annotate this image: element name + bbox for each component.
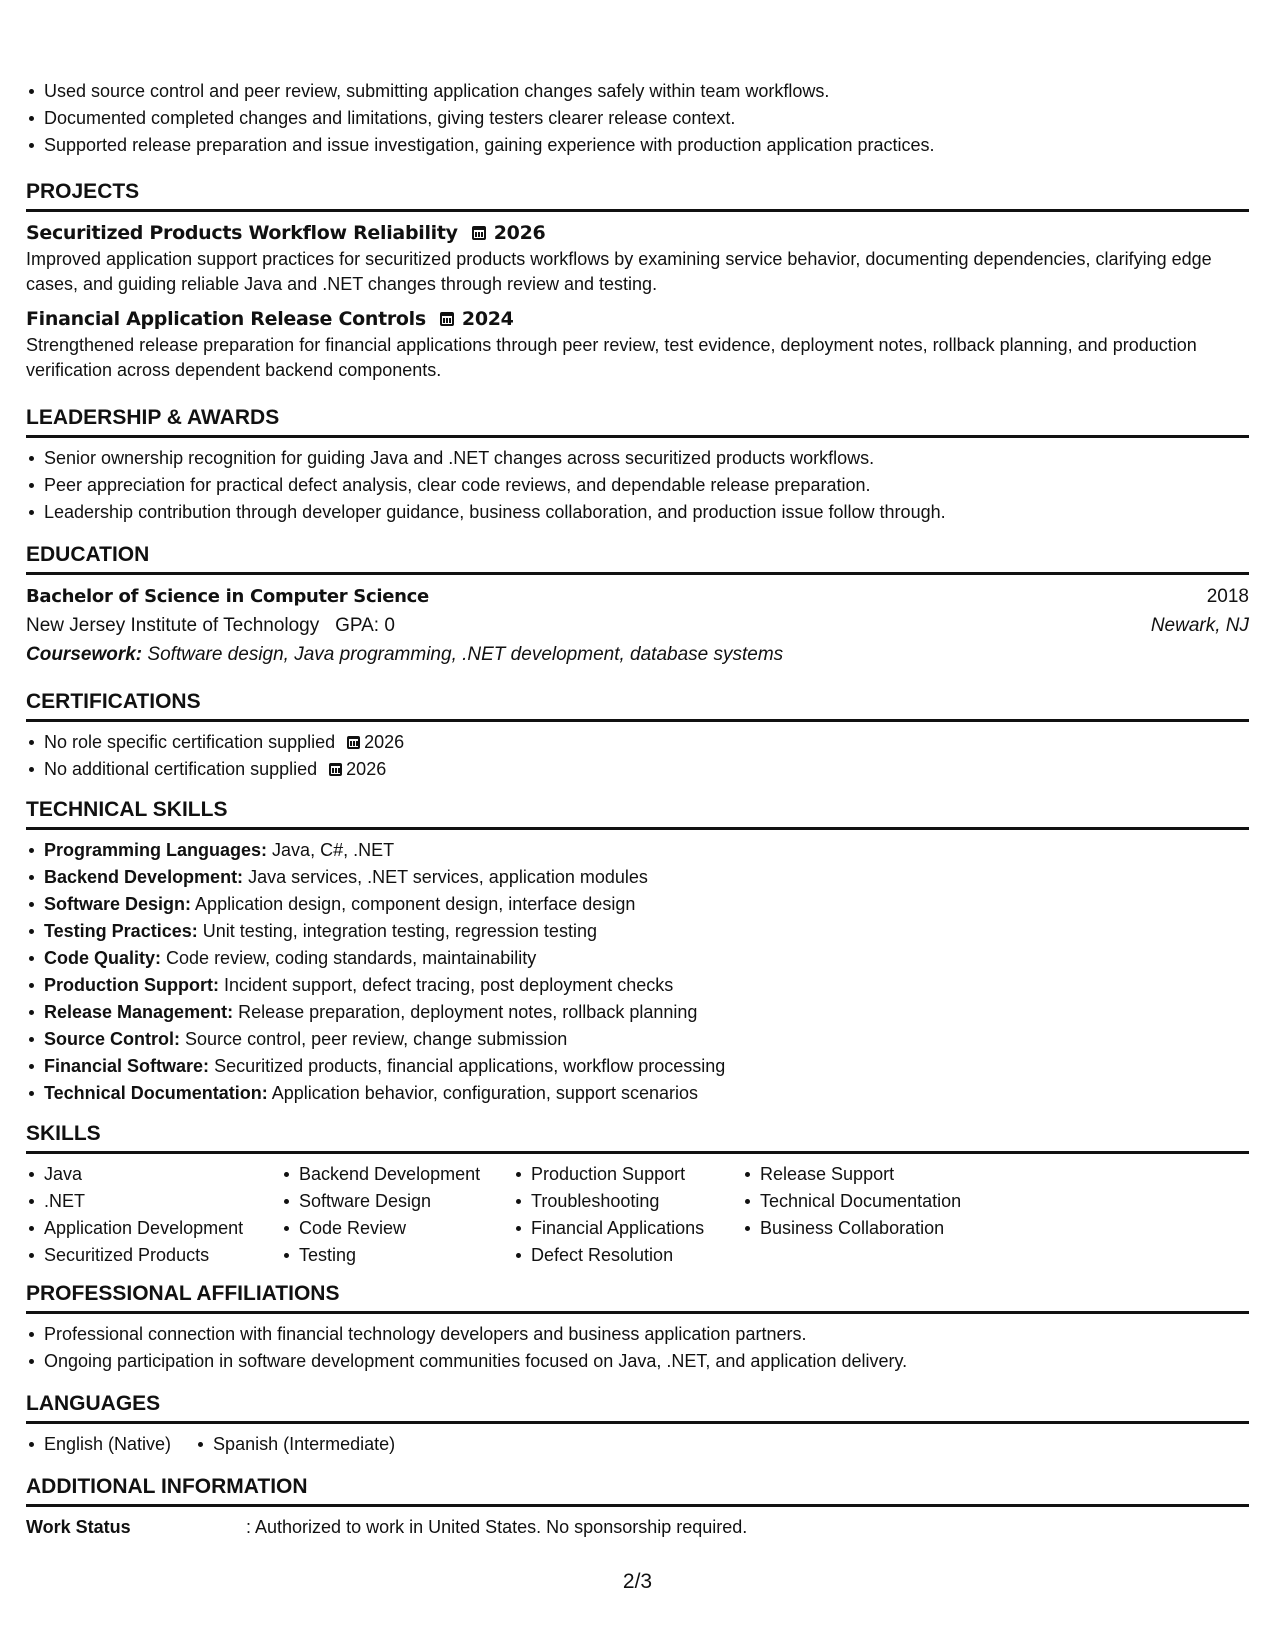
skill-label: Software Design: — [44, 894, 192, 914]
list-item: Ongoing participation in software development communities focused on Java, .NET, and application delivery. — [26, 1348, 1249, 1375]
project-year: 2024 — [461, 308, 514, 330]
projects-section — [26, 159, 1249, 383]
section-heading: SKILLS — [26, 1107, 1249, 1154]
list-item: Business Collaboration — [742, 1215, 1002, 1242]
skill-value: Securitized products, financial applications, workflow processing — [214, 1056, 726, 1076]
skill-value: Java services, .NET services, application modules — [248, 867, 648, 887]
list-item: Senior ownership recognition for guiding Java and .NET changes across securitized products workflows. — [26, 445, 1249, 472]
list-item: Java — [26, 1161, 281, 1188]
school-name: New Jersey Institute of Technology — [26, 615, 320, 636]
skill-label: Backend Development: — [44, 867, 244, 887]
list-item: Used source control and peer review, submitting application changes safely within team workflows. — [26, 78, 1249, 105]
project-entry — [26, 219, 1249, 297]
skill-value: Java, C#, .NET — [272, 840, 395, 860]
work-status-value: : Authorized to work in United States. No sponsorship required. — [246, 1517, 748, 1537]
certification-year: 2026 — [346, 759, 387, 779]
project-description: Improved application support practices for securitized products workflows by examining service behavior, documenting dependencies, clarifying edge cases, and guiding reliable Java and .NET changes through review and testing. — [26, 249, 1212, 294]
coursework: Software design, Java programming, .NET development, database systems — [147, 644, 784, 665]
section-heading: CERTIFICATIONS — [26, 669, 1249, 722]
skill-label: Financial Software: — [44, 1056, 210, 1076]
calendar-icon — [329, 763, 342, 776]
list-item: Securitized Products — [26, 1242, 281, 1269]
certification-name: No role specific certification supplied — [44, 732, 336, 752]
list-item: Code Review — [281, 1215, 513, 1242]
section-heading: PROFESSIONAL AFFILIATIONS — [26, 1269, 1249, 1314]
list-item: Defect Resolution — [513, 1242, 742, 1269]
list-item — [26, 918, 1249, 945]
section-heading: EDUCATION — [26, 526, 1249, 575]
section-heading: PROJECTS — [26, 159, 1249, 212]
project-year: 2026 — [493, 222, 546, 244]
skill-label: Testing Practices: — [44, 921, 198, 941]
list-item: Documented completed changes and limitations, giving testers clearer release context. — [26, 105, 1249, 132]
skill-value: Code review, coding standards, maintainability — [166, 948, 537, 968]
list-item — [26, 864, 1249, 891]
list-item: .NET — [26, 1188, 281, 1215]
calendar-icon — [347, 736, 360, 749]
project-description: Strengthened release preparation for financial applications through peer review, test evidence, deployment notes, rollback planning, and production verification across dependent backend components. — [26, 335, 1197, 380]
skill-value: Source control, peer review, change submission — [185, 1029, 568, 1049]
gpa: GPA: 0 — [335, 615, 395, 636]
list-item — [26, 1053, 1249, 1080]
certification-year: 2026 — [364, 732, 405, 752]
list-item — [26, 1080, 1249, 1107]
affiliations-section — [26, 1269, 1249, 1375]
section-heading: ADDITIONAL INFORMATION — [26, 1458, 1249, 1507]
list-item — [26, 972, 1249, 999]
certification-name: No additional certification supplied — [44, 759, 318, 779]
calendar-icon — [472, 226, 486, 240]
list-item — [26, 891, 1249, 918]
skill-label: Source Control: — [44, 1029, 181, 1049]
list-item: Software Design — [281, 1188, 513, 1215]
list-item: Technical Documentation — [742, 1188, 1002, 1215]
calendar-icon — [440, 312, 454, 326]
project-title: Financial Application Release Controls — [26, 308, 426, 330]
project-entry — [26, 305, 1249, 383]
list-item: Troubleshooting — [513, 1188, 742, 1215]
list-item — [26, 1026, 1249, 1053]
skill-value: Incident support, defect tracing, post deployment checks — [224, 975, 674, 995]
list-item: English (Native) — [26, 1431, 171, 1458]
list-item: Spanish (Intermediate) — [195, 1431, 395, 1458]
skills-section — [26, 1107, 1249, 1269]
list-item: Release Support — [742, 1161, 1002, 1188]
work-status-label: Work Status — [26, 1517, 131, 1537]
degree: Bachelor of Science in Computer Science — [26, 586, 429, 607]
list-item — [26, 756, 1249, 783]
list-item — [26, 837, 1249, 864]
school-location: Newark, NJ — [1150, 615, 1249, 636]
skill-value: Application design, component design, interface design — [195, 894, 636, 914]
technical-skills-section — [26, 783, 1249, 1107]
education-section — [26, 526, 1249, 669]
list-item: Production Support — [513, 1161, 742, 1188]
list-item: Professional connection with financial technology developers and business application partners. — [26, 1321, 1249, 1348]
skill-label: Production Support: — [44, 975, 219, 995]
skill-label: Technical Documentation: — [44, 1083, 268, 1103]
list-item: Supported release preparation and issue investigation, gaining experience with production application practices. — [26, 132, 1249, 159]
languages-section — [26, 1375, 1249, 1458]
section-heading: LEADERSHIP & AWARDS — [26, 391, 1249, 438]
experience-bullets — [26, 78, 1249, 159]
skill-label: Release Management: — [44, 1002, 234, 1022]
certifications-section — [26, 669, 1249, 783]
list-item: Testing — [281, 1242, 513, 1269]
additional-info-section — [26, 1458, 1249, 1541]
skill-value: Release preparation, deployment notes, rollback planning — [238, 1002, 698, 1022]
list-item: Leadership contribution through developer guidance, business collaboration, and production issue follow through. — [26, 499, 1249, 526]
list-item: Financial Applications — [513, 1215, 742, 1242]
skill-label: Programming Languages: — [44, 840, 268, 860]
skill-label: Code Quality: — [44, 948, 162, 968]
skill-value: Application behavior, configuration, support scenarios — [271, 1083, 698, 1103]
section-heading: TECHNICAL SKILLS — [26, 783, 1249, 830]
list-item: Application Development — [26, 1215, 281, 1242]
coursework-label: Coursework: — [26, 644, 143, 665]
page-number: 2/3 — [622, 1570, 653, 1593]
list-item — [26, 999, 1249, 1026]
list-item: Peer appreciation for practical defect analysis, clear code reviews, and dependable release preparation. — [26, 472, 1249, 499]
list-item: Backend Development — [281, 1161, 513, 1188]
leadership-section — [26, 391, 1249, 526]
list-item — [26, 729, 1249, 756]
project-title: Securitized Products Workflow Reliability — [26, 222, 458, 244]
section-heading: LANGUAGES — [26, 1375, 1249, 1424]
list-item — [26, 945, 1249, 972]
graduation-year: 2018 — [1206, 586, 1249, 607]
skills-grid — [26, 1161, 1249, 1269]
skill-value: Unit testing, integration testing, regression testing — [202, 921, 597, 941]
